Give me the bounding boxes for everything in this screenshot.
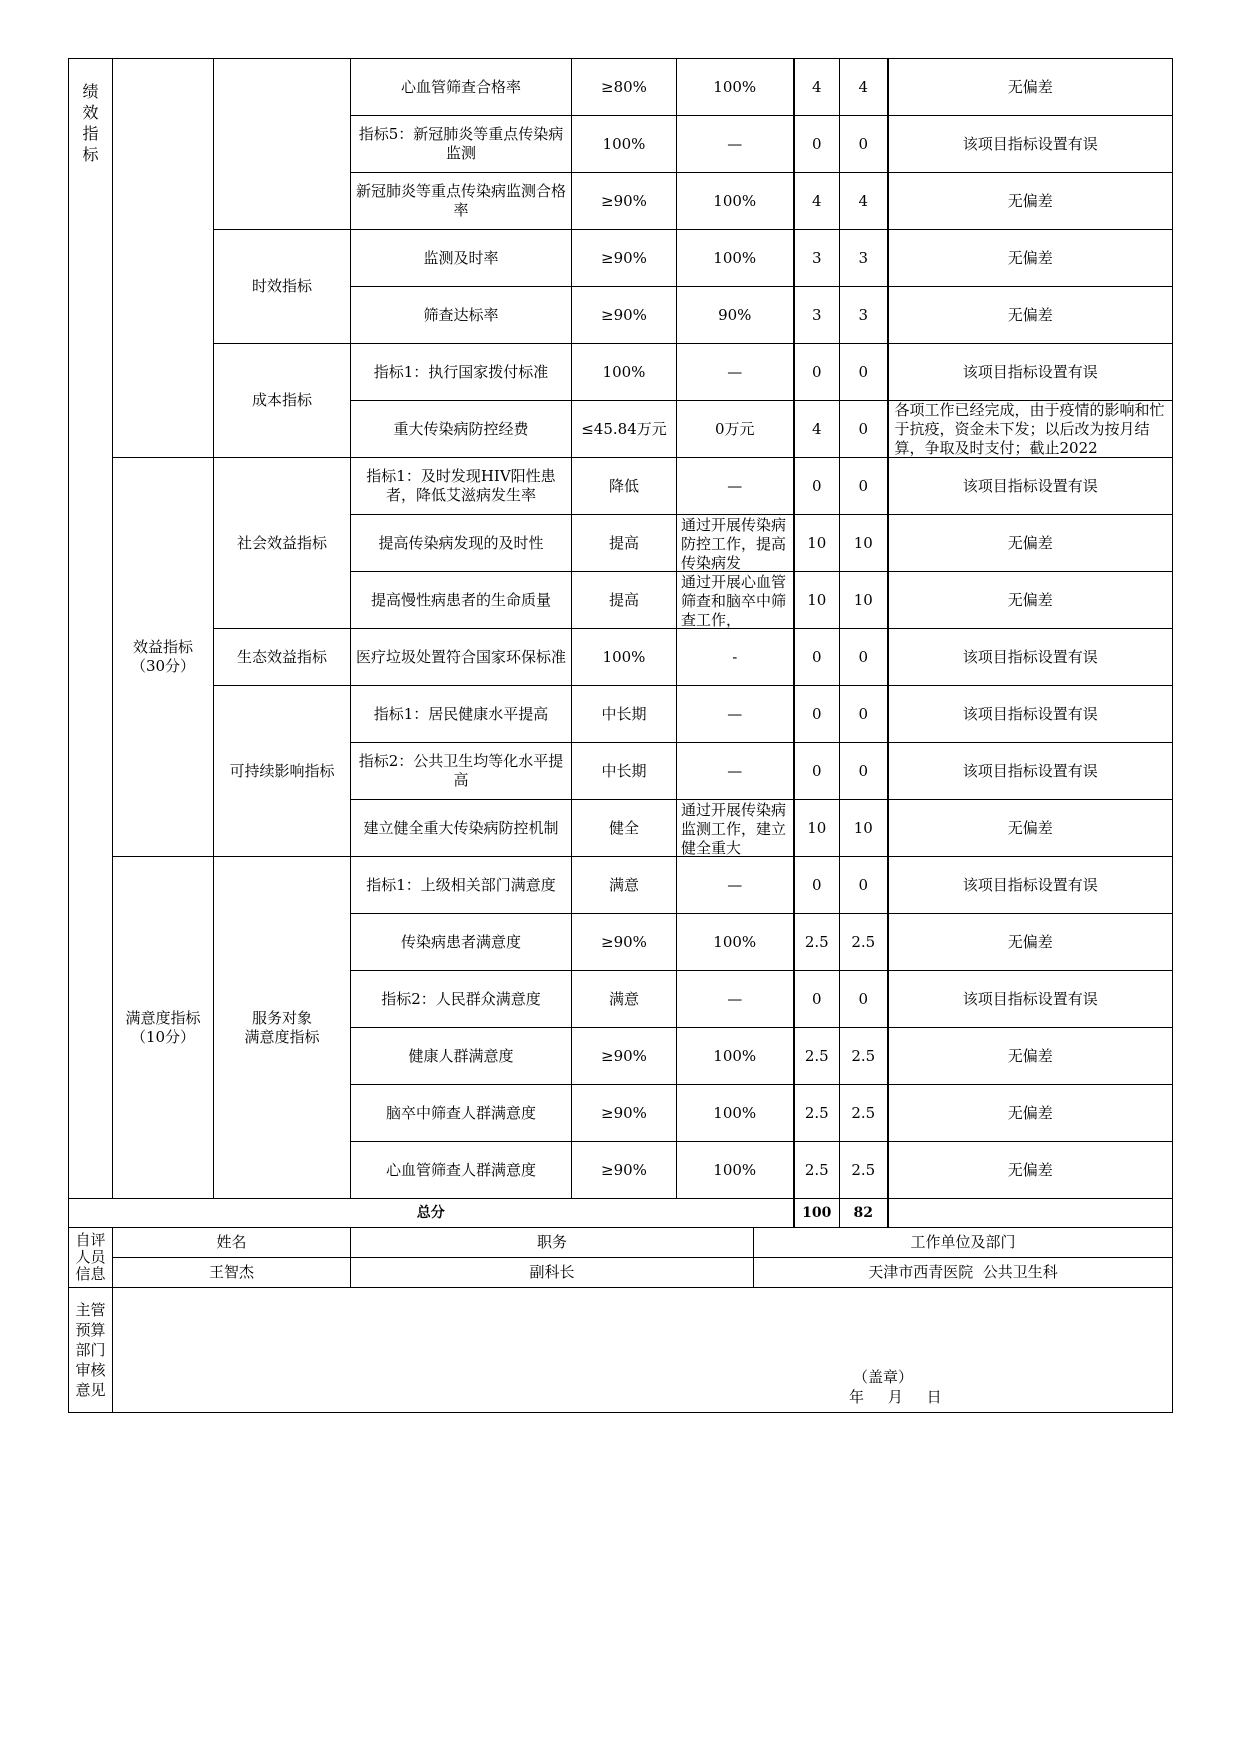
indicator-actual: — [677, 458, 794, 515]
table-row [69, 59, 1173, 116]
indicator-actual: 100% [677, 1085, 794, 1142]
indicator-target: ≥90% [572, 914, 677, 971]
indicator-score: 3 [840, 287, 888, 344]
indicator-actual: 通过开展心血管筛查和脑卒中筛查工作， [677, 572, 794, 629]
indicator-score: 10 [840, 572, 888, 629]
indicator-target: 提高 [572, 572, 677, 629]
indicator-weight: 3 [794, 287, 840, 344]
indicator-actual: 90% [677, 287, 794, 344]
total-note [888, 1199, 1173, 1228]
indicator-target: 满意 [572, 971, 677, 1028]
indicator-note: 该项目指标设置有误 [888, 629, 1173, 686]
indicator-score: 0 [840, 971, 888, 1028]
indicator-note: 无偏差 [888, 1028, 1173, 1085]
indicator-note: 无偏差 [888, 230, 1173, 287]
indicator-target: 中长期 [572, 743, 677, 800]
indicator-target: 100% [572, 116, 677, 173]
review-body [113, 1288, 1173, 1413]
group-timeliness: 时效指标 [214, 230, 351, 344]
evaluator-name: 王智杰 [113, 1258, 351, 1288]
indicator-target: 中长期 [572, 686, 677, 743]
indicator-name: 医疗垃圾处置符合国家环保标准 [351, 629, 572, 686]
indicator-score: 0 [840, 629, 888, 686]
indicator-note: 无偏差 [888, 173, 1173, 230]
indicator-name: 提高传染病发现的及时性 [351, 515, 572, 572]
indicator-actual: 通过开展传染病监测工作，建立健全重大 [677, 800, 794, 857]
indicator-weight: 10 [794, 572, 840, 629]
group-cost: 成本指标 [214, 344, 351, 458]
group-service: 服务对象 满意度指标 [214, 857, 351, 1199]
indicator-note: 该项目指标设置有误 [888, 686, 1173, 743]
evaluator-col-title: 职务 [351, 1228, 754, 1258]
level2-quality-cell [214, 59, 351, 230]
indicator-note: 该项目指标设置有误 [888, 344, 1173, 401]
indicator-actual: 通过开展传染病防控工作，提高传染病发 [677, 515, 794, 572]
indicator-target: ≥90% [572, 287, 677, 344]
indicator-name: 指标5：新冠肺炎等重点传染病监测 [351, 116, 572, 173]
indicator-actual: 100% [677, 230, 794, 287]
total-label: 总分 [69, 1199, 794, 1228]
indicator-name: 指标1：上级相关部门满意度 [351, 857, 572, 914]
evaluation-sheet [68, 58, 1172, 1413]
indicator-weight: 0 [794, 629, 840, 686]
indicator-weight: 0 [794, 686, 840, 743]
indicator-score: 2.5 [840, 914, 888, 971]
indicator-actual: — [677, 857, 794, 914]
indicator-score: 0 [840, 743, 888, 800]
indicator-weight: 2.5 [794, 1085, 840, 1142]
indicator-target: ≥90% [572, 173, 677, 230]
indicator-target: ≥90% [572, 1085, 677, 1142]
indicator-score: 0 [840, 857, 888, 914]
table-row [69, 857, 1173, 914]
indicator-score: 2.5 [840, 1028, 888, 1085]
indicator-note: 无偏差 [888, 59, 1173, 116]
indicator-name: 指标1：及时发现HIV阳性患者，降低艾滋病发生率 [351, 458, 572, 515]
indicator-actual: — [677, 344, 794, 401]
indicator-actual: 100% [677, 1142, 794, 1199]
table-row [69, 458, 1173, 515]
indicator-target: ≥90% [572, 1142, 677, 1199]
indicator-name: 指标1：执行国家拨付标准 [351, 344, 572, 401]
indicator-actual: 100% [677, 59, 794, 116]
indicator-actual: 100% [677, 1028, 794, 1085]
indicator-note: 该项目指标设置有误 [888, 458, 1173, 515]
indicator-score: 0 [840, 344, 888, 401]
indicator-score: 3 [840, 230, 888, 287]
indicator-score: 10 [840, 515, 888, 572]
indicator-weight: 4 [794, 59, 840, 116]
indicator-weight: 2.5 [794, 1142, 840, 1199]
total-score: 82 [840, 1199, 888, 1228]
indicator-score: 2.5 [840, 1142, 888, 1199]
indicator-target: 满意 [572, 857, 677, 914]
indicator-name: 指标2：公共卫生均等化水平提高 [351, 743, 572, 800]
evaluator-table [68, 1227, 1173, 1288]
indicator-actual: 100% [677, 914, 794, 971]
indicator-note: 无偏差 [888, 287, 1173, 344]
indicator-note: 无偏差 [888, 1142, 1173, 1199]
date-label: 年 月 日 [849, 1388, 942, 1406]
indicator-name: 提高慢性病患者的生命质量 [351, 572, 572, 629]
indicator-target: ≤45.84万元 [572, 401, 677, 458]
indicator-target: 提高 [572, 515, 677, 572]
indicator-weight: 0 [794, 857, 840, 914]
indicator-actual: — [677, 686, 794, 743]
indicator-name: 新冠肺炎等重点传染病监测合格率 [351, 173, 572, 230]
total-row [69, 1199, 1173, 1228]
indicator-weight: 2.5 [794, 1028, 840, 1085]
indicator-actual: — [677, 743, 794, 800]
indicator-weight: 0 [794, 116, 840, 173]
indicator-score: 2.5 [840, 1085, 888, 1142]
indicator-note: 无偏差 [888, 914, 1173, 971]
indicator-name: 重大传染病防控经费 [351, 401, 572, 458]
indicator-weight: 10 [794, 515, 840, 572]
group-benefit: 效益指标 （30分） [113, 458, 214, 857]
indicator-actual: — [677, 971, 794, 1028]
indicator-target: ≥90% [572, 1028, 677, 1085]
indicator-score: 0 [840, 458, 888, 515]
indicator-note: 无偏差 [888, 1085, 1173, 1142]
level1-output-cell [113, 59, 214, 458]
indicator-weight: 0 [794, 458, 840, 515]
indicator-name: 建立健全重大传染病防控机制 [351, 800, 572, 857]
indicator-score: 0 [840, 686, 888, 743]
indicator-weight: 4 [794, 173, 840, 230]
indicator-actual: - [677, 629, 794, 686]
indicator-note: 无偏差 [888, 515, 1173, 572]
indicator-target: 降低 [572, 458, 677, 515]
indicator-target: ≥80% [572, 59, 677, 116]
indicator-name: 脑卒中筛查人群满意度 [351, 1085, 572, 1142]
indicator-note: 无偏差 [888, 572, 1173, 629]
indicator-weight: 4 [794, 401, 840, 458]
indicator-target: 100% [572, 629, 677, 686]
table-row [69, 344, 1173, 401]
group-satisfaction: 满意度指标 （10分） [113, 857, 214, 1199]
table-row [69, 686, 1173, 743]
indicator-target: ≥90% [572, 230, 677, 287]
indicator-name: 健康人群满意度 [351, 1028, 572, 1085]
total-weight: 100 [794, 1199, 840, 1228]
indicator-weight: 3 [794, 230, 840, 287]
indicator-name: 筛查达标率 [351, 287, 572, 344]
seal-label: （盖章） [853, 1368, 914, 1386]
indicator-table [68, 58, 1173, 1228]
indicator-name: 监测及时率 [351, 230, 572, 287]
indicator-note-long: 各项工作已经完成，由于疫情的影响和忙于抗疫，资金未下发；以后改为按月结算，争取及时支付；截止2022 [888, 401, 1173, 458]
review-table [68, 1287, 1173, 1413]
indicator-weight: 0 [794, 344, 840, 401]
indicator-name: 心血管筛查合格率 [351, 59, 572, 116]
indicator-score: 4 [840, 59, 888, 116]
indicator-name: 心血管筛查人群满意度 [351, 1142, 572, 1199]
table-row [69, 230, 1173, 287]
indicator-score: 10 [840, 800, 888, 857]
table-row [69, 629, 1173, 686]
indicator-target: 健全 [572, 800, 677, 857]
indicator-note: 该项目指标设置有误 [888, 971, 1173, 1028]
performance-indicator-header: 绩效指标 [69, 59, 113, 1199]
group-social: 社会效益指标 [214, 458, 351, 629]
indicator-score: 0 [840, 116, 888, 173]
evaluator-title: 副科长 [351, 1258, 754, 1288]
indicator-name: 传染病患者满意度 [351, 914, 572, 971]
evaluator-header: 自评人员信息 [69, 1228, 113, 1288]
group-eco: 生态效益指标 [214, 629, 351, 686]
evaluator-unit: 天津市西青医院 公共卫生科 [754, 1258, 1173, 1288]
indicator-note: 该项目指标设置有误 [888, 857, 1173, 914]
indicator-weight: 0 [794, 971, 840, 1028]
indicator-note: 该项目指标设置有误 [888, 116, 1173, 173]
indicator-weight: 0 [794, 743, 840, 800]
indicator-name: 指标1：居民健康水平提高 [351, 686, 572, 743]
indicator-target: 100% [572, 344, 677, 401]
indicator-note: 该项目指标设置有误 [888, 743, 1173, 800]
indicator-name: 指标2：人民群众满意度 [351, 971, 572, 1028]
evaluator-col-unit: 工作单位及部门 [754, 1228, 1173, 1258]
indicator-actual: 100% [677, 173, 794, 230]
indicator-score: 0 [840, 401, 888, 458]
indicator-actual: — [677, 116, 794, 173]
evaluator-col-name: 姓名 [113, 1228, 351, 1258]
group-sustain: 可持续影响指标 [214, 686, 351, 857]
indicator-actual: 0万元 [677, 401, 794, 458]
indicator-weight: 2.5 [794, 914, 840, 971]
review-header: 主管预算部门审核意见 [69, 1288, 113, 1413]
indicator-note: 无偏差 [888, 800, 1173, 857]
indicator-weight: 10 [794, 800, 840, 857]
indicator-score: 4 [840, 173, 888, 230]
